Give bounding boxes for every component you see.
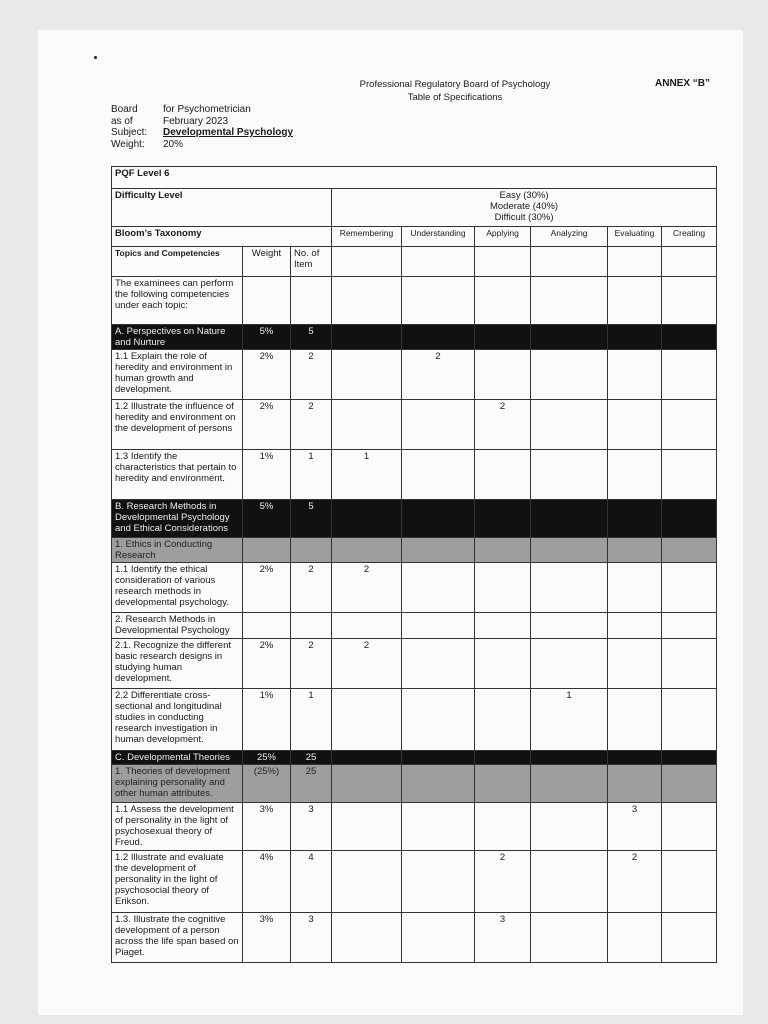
blank-cell xyxy=(332,803,402,851)
blank-cell xyxy=(531,538,608,563)
blank-cell xyxy=(531,765,608,803)
table-row xyxy=(112,803,717,851)
intro-items xyxy=(291,277,332,325)
blank-cell xyxy=(531,751,608,765)
blank-cell xyxy=(332,913,402,963)
blooms-evaluating: Evaluating xyxy=(608,227,662,247)
blank-cell xyxy=(531,350,608,400)
topic-cell: 1. Theories of development explaining personality and other human attributes. xyxy=(112,765,243,803)
table-row xyxy=(112,538,717,563)
blank-cell xyxy=(608,277,662,325)
blank-cell xyxy=(531,247,608,277)
items-cell: 5 xyxy=(291,500,332,538)
blank-cell xyxy=(475,350,531,400)
blank-cell xyxy=(402,751,475,765)
items-cell: 1 xyxy=(291,450,332,500)
bloom-count-remembering: 1 xyxy=(332,450,402,500)
bloom-count-remembering: 2 xyxy=(332,563,402,613)
blooms-remembering: Remembering xyxy=(332,227,402,247)
blank-cell xyxy=(662,400,717,450)
blank-cell xyxy=(332,350,402,400)
doc-title: Table of Specifications xyxy=(407,92,503,103)
blank-cell xyxy=(402,613,475,639)
bloom-count-analyzing: 1 xyxy=(531,689,608,751)
exam-meta xyxy=(111,104,293,150)
intro-weight xyxy=(243,277,291,325)
blank-cell xyxy=(332,500,402,538)
blank-cell xyxy=(332,765,402,803)
blank-cell xyxy=(531,803,608,851)
blank-cell xyxy=(332,689,402,751)
blank-cell xyxy=(402,765,475,803)
blank-cell xyxy=(608,563,662,613)
weight-cell: 3% xyxy=(243,913,291,963)
blank-cell xyxy=(332,751,402,765)
topic-cell: A. Perspectives on Nature and Nurture xyxy=(112,325,243,350)
weight-cell: 2% xyxy=(243,400,291,450)
blank-cell xyxy=(662,277,717,325)
weight-cell: 2% xyxy=(243,350,291,400)
blank-cell xyxy=(531,400,608,450)
weight-cell xyxy=(243,538,291,563)
weight-cell: 4% xyxy=(243,851,291,913)
annex-label: ANNEX “B” xyxy=(655,78,711,89)
weight-cell: 5% xyxy=(243,500,291,538)
blank-cell xyxy=(402,563,475,613)
blank-cell xyxy=(531,913,608,963)
bloom-count-remembering: 2 xyxy=(332,639,402,689)
difficulty-difficult: Difficult (30%) xyxy=(494,212,554,223)
asof-value: February 2023 xyxy=(163,115,229,127)
blank-cell xyxy=(475,803,531,851)
blank-cell xyxy=(662,538,717,563)
items-cell: 2 xyxy=(291,563,332,613)
blank-cell xyxy=(475,613,531,639)
topic-cell: 1.1 Assess the development of personality in the light of psychosexual theory of Freud. xyxy=(112,803,243,851)
blank-cell xyxy=(332,538,402,563)
bloom-count-evaluating: 3 xyxy=(608,803,662,851)
col-items: No. of Item xyxy=(291,247,332,277)
blank-cell xyxy=(402,538,475,563)
blank-cell xyxy=(402,247,475,277)
topic-cell: 1.3. Illustrate the cognitive development of a person across the life span based on Piaget. xyxy=(112,913,243,963)
blooms-applying: Applying xyxy=(475,227,531,247)
items-cell: 3 xyxy=(291,913,332,963)
topic-cell: 2.2 Differentiate cross-sectional and longitudinal studies in conducting research investigation in human development. xyxy=(112,689,243,751)
blank-cell xyxy=(475,325,531,350)
blank-cell xyxy=(332,613,402,639)
bloom-count-applying: 3 xyxy=(475,913,531,963)
blank-cell xyxy=(475,765,531,803)
topic-cell: 1. Ethics in Conducting Research xyxy=(112,538,243,563)
blank-cell xyxy=(662,803,717,851)
difficulty-moderate: Moderate (40%) xyxy=(489,201,559,212)
difficulty-easy: Easy (30%) xyxy=(499,190,549,201)
table-row xyxy=(112,689,717,751)
table-row xyxy=(112,913,717,963)
items-cell: 2 xyxy=(291,639,332,689)
table-row xyxy=(112,751,717,765)
blank-cell xyxy=(608,538,662,563)
blank-cell xyxy=(531,325,608,350)
blank-cell xyxy=(662,247,717,277)
weight-cell: 2% xyxy=(243,563,291,613)
blooms-creating: Creating xyxy=(662,227,717,247)
speck xyxy=(94,56,97,59)
board-label: Board xyxy=(111,104,138,115)
subject-label: Subject: xyxy=(111,127,148,138)
blank-cell xyxy=(608,689,662,751)
table-row xyxy=(112,613,717,639)
topic-cell: 1.2 Illustrate the influence of heredity and environment on the development of persons xyxy=(112,400,243,450)
table-row xyxy=(112,851,717,913)
blank-cell xyxy=(662,500,717,538)
bloom-count-understanding: 2 xyxy=(402,350,475,400)
table-row xyxy=(112,563,717,613)
blank-cell xyxy=(608,500,662,538)
table-row xyxy=(112,450,717,500)
blank-cell xyxy=(475,563,531,613)
difficulty-label: Difficulty Level xyxy=(112,189,332,227)
subject-value: Developmental Psychology xyxy=(163,127,294,138)
blank-cell xyxy=(402,851,475,913)
weight-cell: 5% xyxy=(243,325,291,350)
blank-cell xyxy=(332,400,402,450)
org-name: Professional Regulatory Board of Psychology xyxy=(359,79,551,90)
blank-cell xyxy=(662,765,717,803)
blooms-understanding: Understanding xyxy=(402,227,475,247)
blank-cell xyxy=(475,639,531,689)
blank-cell xyxy=(332,851,402,913)
blank-cell xyxy=(662,913,717,963)
weight-cell: 1% xyxy=(243,689,291,751)
intro-text: The examinees can perform the following competencies under each topic: xyxy=(112,277,243,325)
items-cell: 5 xyxy=(291,325,332,350)
weight-cell: 25% xyxy=(243,751,291,765)
col-topics: Topics and Competencies xyxy=(112,247,243,277)
blank-cell xyxy=(402,450,475,500)
items-cell xyxy=(291,613,332,639)
blank-cell xyxy=(332,325,402,350)
blooms-analyzing: Analyzing xyxy=(531,227,608,247)
pqf-level: PQF Level 6 xyxy=(112,167,717,189)
weight-cell: 1% xyxy=(243,450,291,500)
topic-cell: 1.2 Illustrate and evaluate the development of personality in the light of psychosocial theory of Erikson. xyxy=(112,851,243,913)
blank-cell xyxy=(332,247,402,277)
blank-cell xyxy=(608,350,662,400)
weight-value: 20% xyxy=(163,138,184,150)
blank-cell xyxy=(608,247,662,277)
blank-cell xyxy=(608,400,662,450)
blank-cell xyxy=(531,450,608,500)
items-cell: 25 xyxy=(291,765,332,803)
blank-cell xyxy=(402,500,475,538)
items-cell: 4 xyxy=(291,851,332,913)
weight-cell: (25%) xyxy=(243,765,291,803)
blank-cell xyxy=(475,247,531,277)
topic-cell: B. Research Methods in Developmental Psychology and Ethical Considerations xyxy=(112,500,243,538)
blank-cell xyxy=(475,689,531,751)
specifications-table xyxy=(111,166,717,963)
blank-cell xyxy=(608,613,662,639)
blank-cell xyxy=(332,277,402,325)
blank-cell xyxy=(402,639,475,689)
blank-cell xyxy=(662,689,717,751)
document-header xyxy=(355,78,555,104)
blank-cell xyxy=(475,751,531,765)
items-cell: 1 xyxy=(291,689,332,751)
topic-cell: 1.1 Identify the ethical consideration of various research methods in developmental psychology. xyxy=(112,563,243,613)
table-row xyxy=(112,639,717,689)
blank-cell xyxy=(608,325,662,350)
blank-cell xyxy=(402,325,475,350)
blank-cell xyxy=(662,450,717,500)
difficulty-values xyxy=(332,189,717,227)
bloom-count-applying: 2 xyxy=(475,400,531,450)
items-cell: 2 xyxy=(291,350,332,400)
blank-cell xyxy=(475,538,531,563)
blank-cell xyxy=(402,913,475,963)
topic-cell: 2.1. Recognize the different basic research designs in studying human development. xyxy=(112,639,243,689)
table-row xyxy=(112,400,717,450)
blank-cell xyxy=(662,613,717,639)
blank-cell xyxy=(402,803,475,851)
blank-cell xyxy=(662,851,717,913)
blank-cell xyxy=(662,350,717,400)
blooms-label: Bloom’s Taxonomy xyxy=(112,227,332,247)
board-value: for Psychometrician xyxy=(163,104,251,115)
col-weight: Weight xyxy=(243,247,291,277)
items-cell: 3 xyxy=(291,803,332,851)
blank-cell xyxy=(475,450,531,500)
table-row xyxy=(112,765,717,803)
bloom-count-evaluating: 2 xyxy=(608,851,662,913)
blank-cell xyxy=(402,277,475,325)
blank-cell xyxy=(531,563,608,613)
blank-cell xyxy=(608,751,662,765)
blank-cell xyxy=(402,689,475,751)
asof-label: as of xyxy=(111,115,133,127)
blank-cell xyxy=(402,400,475,450)
blank-cell xyxy=(608,913,662,963)
weight-cell xyxy=(243,613,291,639)
weight-cell: 3% xyxy=(243,803,291,851)
table-row xyxy=(112,500,717,538)
blank-cell xyxy=(475,500,531,538)
table-row xyxy=(112,350,717,400)
topic-cell: 2. Research Methods in Developmental Psychology xyxy=(112,613,243,639)
blank-cell xyxy=(531,639,608,689)
blank-cell xyxy=(662,639,717,689)
topic-cell: 1.3 Identify the characteristics that pertain to heredity and environment. xyxy=(112,450,243,500)
weight-cell: 2% xyxy=(243,639,291,689)
blank-cell xyxy=(662,751,717,765)
blank-cell xyxy=(531,613,608,639)
items-cell: 2 xyxy=(291,400,332,450)
topic-cell: 1.1 Explain the role of heredity and environment in human growth and development. xyxy=(112,350,243,400)
blank-cell xyxy=(531,851,608,913)
blank-cell xyxy=(608,450,662,500)
items-cell: 25 xyxy=(291,751,332,765)
blank-cell xyxy=(608,765,662,803)
bloom-count-applying: 2 xyxy=(475,851,531,913)
blank-cell xyxy=(531,500,608,538)
topic-cell: C. Developmental Theories xyxy=(112,751,243,765)
blank-cell xyxy=(662,563,717,613)
table-row xyxy=(112,325,717,350)
items-cell xyxy=(291,538,332,563)
weight-label: Weight: xyxy=(111,138,145,150)
blank-cell xyxy=(662,325,717,350)
blank-cell xyxy=(608,639,662,689)
blank-cell xyxy=(475,277,531,325)
blank-cell xyxy=(531,277,608,325)
